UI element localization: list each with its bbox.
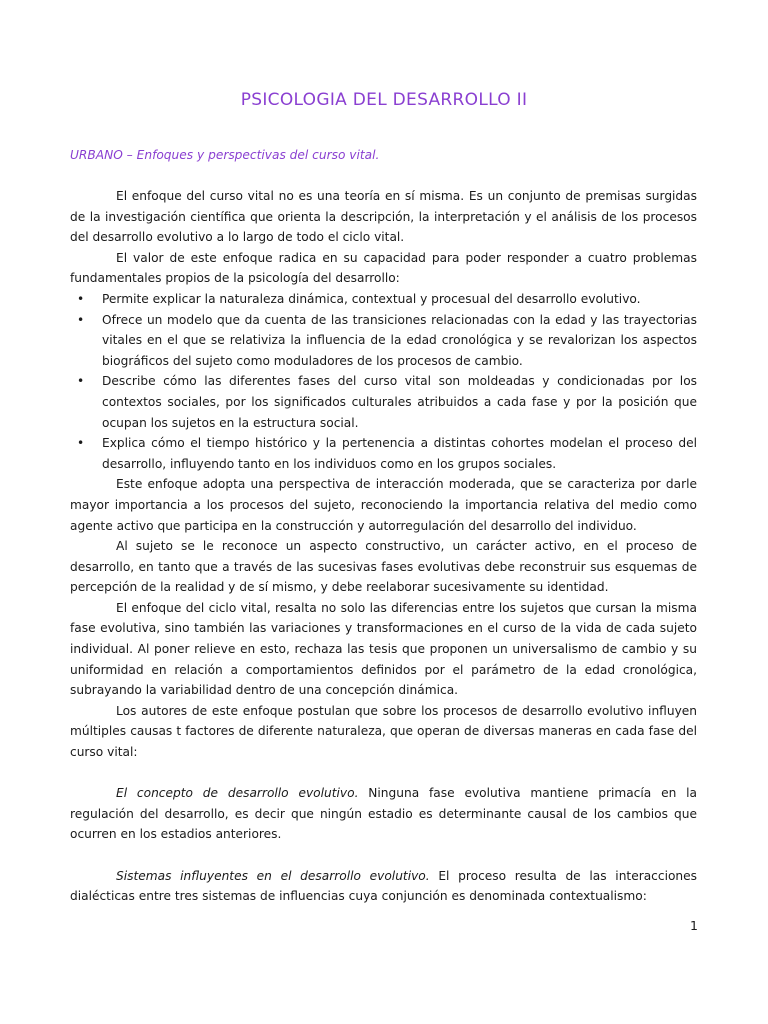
paragraph-1: El enfoque del curso vital no es una teoría en sí misma. Es un conjunto de premisas surgidas de la investigación científica que orienta la descripción, la interpretación y el análisis de los procesos del desarrollo evolutivo a lo largo de todo el ciclo vital. <box>70 189 697 245</box>
list-item <box>77 433 697 474</box>
list-item <box>77 371 697 433</box>
bullet-icon: • <box>77 291 85 306</box>
paragraph-5: El enfoque del ciclo vital, resalta no solo las diferencias entre los sujetos que cursan la misma fase evolutiva, sino también las variaciones y transformaciones en el curso de la vida de cada sujeto individual. Al poner relieve en esto, rechaza las tesis que proponen un universalismo de cambio y su uniformidad en relación a comportamientos definidos por el parámetro de la edad cronológica, subrayando la variabilidad dentro de una concepción dinámica. <box>70 600 697 698</box>
paragraph-8-text: El proceso resulta de las interacciones dialécticas entre tres sistemas de influencias cuya conjunción es denominada contextualismo: <box>70 868 697 904</box>
page-title: PSICOLOGIA DEL DESARROLLO II <box>240 90 528 110</box>
bullet-list <box>70 289 697 474</box>
list-item-text: Describe cómo las diferentes fases del curso vital son moldeadas y condicionadas por los contextos sociales, por los significados culturales atribuidos a cada fase y por la posición que ocupan los sujetos en la estructura social. <box>102 374 697 430</box>
list-item-text: Explica cómo el tiempo histórico y la pertenencia a distintas cohortes modelan el proceso del desarrollo, influyendo tanto en los individuos como en los grupos sociales. <box>102 436 697 471</box>
paragraph-8-heading: Sistemas influyentes en el desarrollo evolutivo. <box>116 868 430 883</box>
bullet-icon: • <box>77 312 85 327</box>
list-item-text: Permite explicar la naturaleza dinámica, contextual y procesual del desarrollo evolutivo. <box>102 291 641 306</box>
paragraph-7-heading: El concepto de desarrollo evolutivo. <box>116 786 359 801</box>
bullet-icon: • <box>77 374 85 389</box>
bullet-icon: • <box>77 436 85 451</box>
paragraph-4: Al sujeto se le reconoce un aspecto constructivo, un carácter activo, en el proceso de desarrollo, en tanto que a través de las sucesivas fases evolutivas debe reconstruir sus esquemas de percepción de la realidad y de sí mismo, y debe reelaborar sucesivamente su identidad. <box>70 539 697 595</box>
paragraph-7-text: Ninguna fase evolutiva mantiene primacía en la regulación del desarrollo, es decir que ningún estadio es determinante causal de los cambios que ocurren en los estadios anteriores. <box>70 786 697 842</box>
paragraph-6: Los autores de este enfoque postulan que sobre los procesos de desarrollo evolutivo influyen múltiples causas t factores de diferente naturaleza, que operan de diversas maneras en cada fase del curso vital: <box>70 703 697 760</box>
paragraph-7 <box>70 783 697 845</box>
list-item <box>77 289 697 310</box>
paragraph-3: Este enfoque adopta una perspectiva de interacción moderada, que se caracteriza por darle mayor importancia a los procesos del sujeto, reconociendo la importancia relativa del medio como agente activo que participa en la construcción y autorregulación del desarrollo del individuo. <box>70 477 697 533</box>
page-number: 1 <box>690 918 698 933</box>
list-item <box>77 310 697 372</box>
section-subtitle: URBANO – Enfoques y perspectivas del curso vital. <box>70 148 380 162</box>
paragraph-8 <box>70 866 697 907</box>
list-item-text: Ofrece un modelo que da cuenta de las transiciones relacionadas con la edad y las trayectorias vitales en el que se relativiza la influencia de la edad cronológica y se revalorizan los aspectos biográficos del sujeto como moduladores de los procesos de cambio. <box>102 312 697 368</box>
paragraph-2: El valor de este enfoque radica en su capacidad para poder responder a cuatro problemas fundamentales propios de la psicología del desarrollo: <box>70 250 697 286</box>
document-body <box>70 186 697 907</box>
